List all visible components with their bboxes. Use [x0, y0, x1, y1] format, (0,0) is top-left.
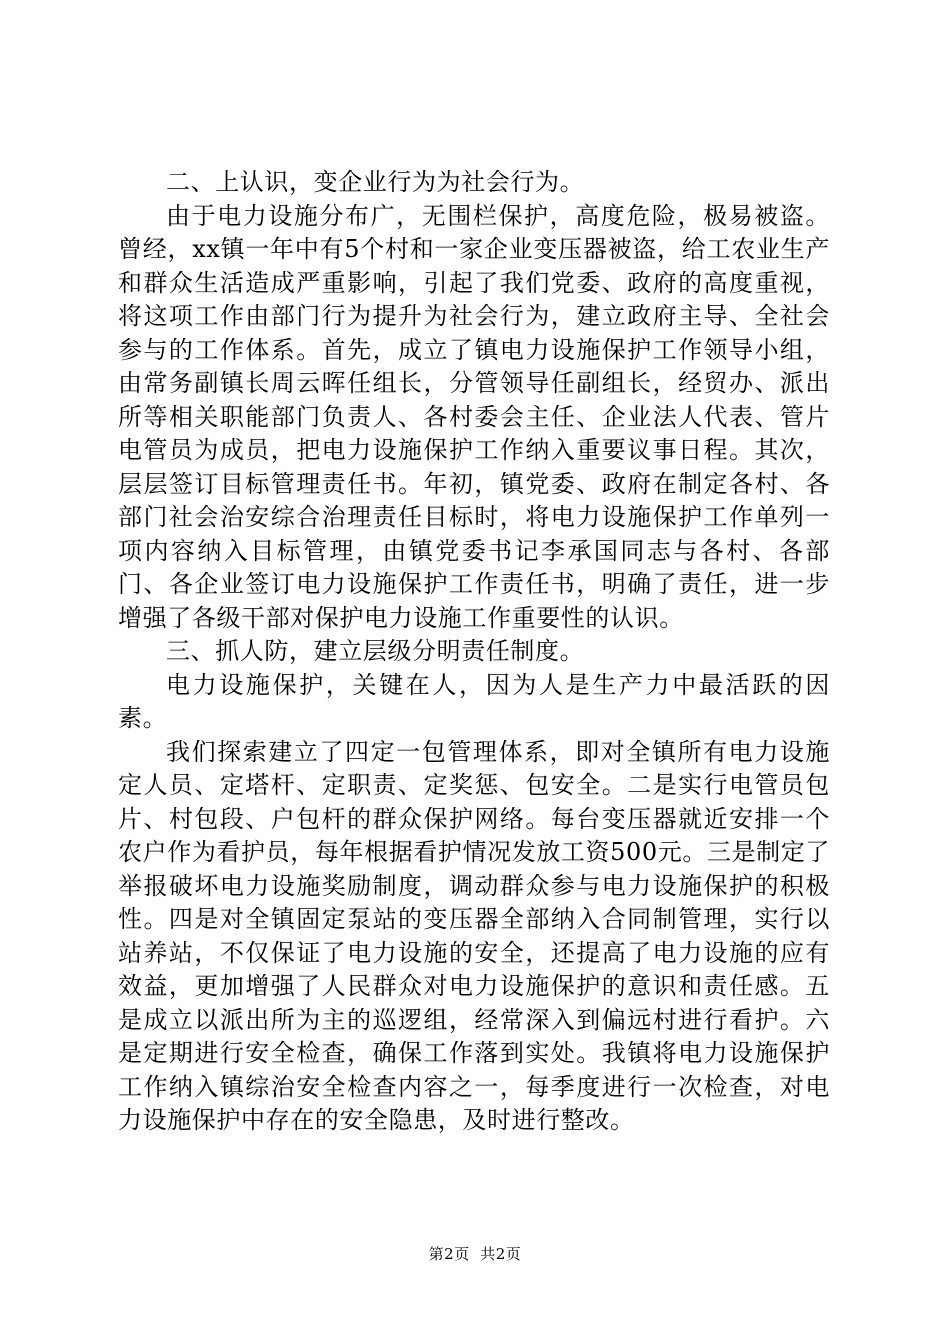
body-paragraph: 电力设施保护，关键在人，因为人是生产力中最活跃的因素。: [118, 670, 830, 732]
page-number-current: 第2页: [428, 1245, 470, 1263]
page-number-total: 共2页: [480, 1245, 522, 1263]
body-paragraph: 我们探索建立了四定一包管理体系，即对全镇所有电力设施定人员、定塔杆、定职责、定奖惩、包安全。二是实行电管员包片、村包段、户包杆的群众保护网络。每台变压器就近安排一个农户作为看护员，每年根据看护情况发放工资500元。三是制定了举报破坏电力设施奖励制度，调动群众参与电力设施保护的积极性。四是对全镇固定泵站的变压器全部纳入合同制管理，实行以站养站，不仅保证了电力设施的安全，还提高了电力设施的应有效益，更加增强了人民群众对电力设施保护的意识和责任感。五是成立以派出所为主的巡逻组，经常深入到偏远村进行看护。六是定期进行安全检查，确保工作落到实处。我镇将电力设施保护工作纳入镇综治安全检查内容之一，每季度进行一次检查，对电力设施保护中存在的安全隐患，及时进行整改。: [118, 737, 830, 1134]
document-body: [118, 166, 830, 1138]
section-heading-2: 二、上认识，变企业行为为社会行为。: [166, 168, 585, 196]
page-footer: [0, 1244, 950, 1264]
section-heading-3: 三、抓人防，建立层级分明责任制度。: [166, 637, 585, 665]
footer-separator: [470, 1245, 481, 1263]
body-paragraph: 由于电力设施分布广，无围栏保护，高度危险，极易被盗。曾经，xx镇一年中有5个村和一家企业变压器被盗，给工农业生产和群众生活造成严重影响，引起了我们党委、政府的高度重视，将这项工作由部门行为提升为社会行为，建立政府主导、全社会参与的工作体系。首先，成立了镇电力设施保护工作领导小组，由常务副镇长周云晖任组长，分管领导任副组长，经贸办、派出所等相关职能部门负责人、各村委会主任、企业法人代表、管片电管员为成员，把电力设施保护工作纳入重要议事日程。其次，层层签订目标管理责任书。年初，镇党委、政府在制定各村、各部门社会治安综合治理责任目标时，将电力设施保护工作单列一项内容纳入目标管理，由镇党委书记李承国同志与各村、各部门、各企业签订电力设施保护工作责任书，明确了责任，进一步增强了各级干部对保护电力设施工作重要性的认识。: [118, 201, 830, 632]
